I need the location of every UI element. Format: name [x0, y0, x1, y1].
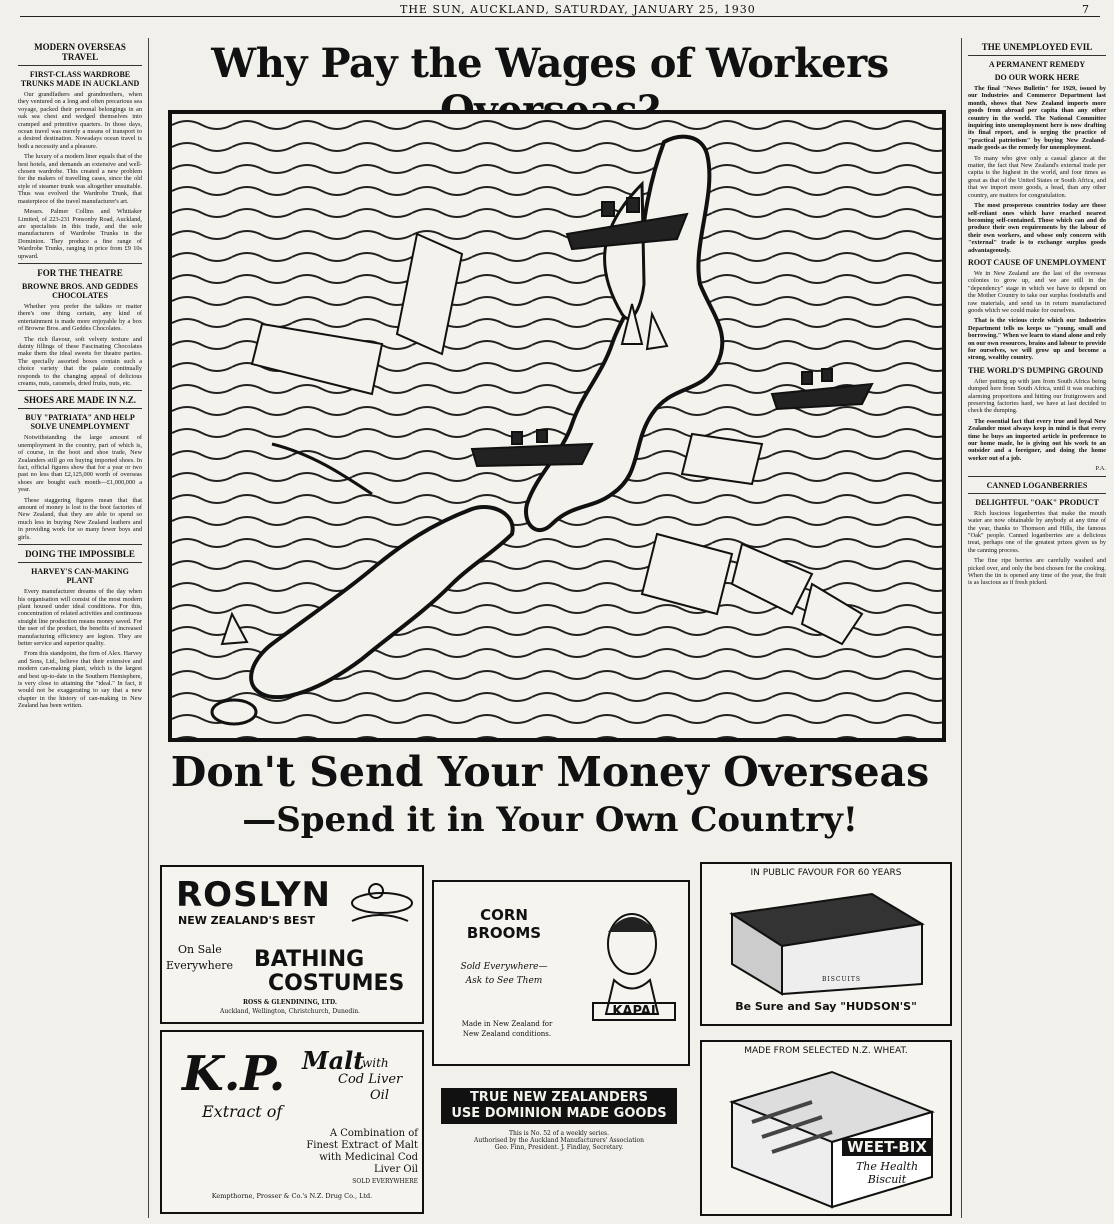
section-heading: ROOT CAUSE OF UNEMPLOYMENT [968, 257, 1106, 267]
paragraph: Every manufacturer dreams of the day when his organisation will consist of the most modern plant housed under ideal conditions. For this, concentration of related activities and continuous straight line production means money saved. For the user of the product, the benefits of increased manufacturing efficiency are legion. They are better service and superior quality. [18, 588, 142, 647]
roslyn-tagline: NEW ZEALAND'S BEST [178, 914, 315, 927]
masthead [20, 2, 1100, 17]
paragraph: That is the vicious circle which our Industries Department tells us keeps us "young, small and borrowing." When we learn to stand alone and rely on our own resources, brains and labour to provide for ourselves, we will grow up and become a strong, wealthy country. [968, 317, 1106, 362]
section-heading: THE WORLD'S DUMPING GROUND [968, 365, 1104, 375]
paragraph: Messrs. Palmer Collins and Whittaker Limited, of 223-231 Ponsonby Road, Auckland, are specialists in this trade, and the sole manufacturers of Wardrobe Trunks in the Dominion. They produce a fine range of Wardrobe Trunks, ranging in price from £9 10s upward. [18, 208, 142, 260]
kp-brand: K.P. [182, 1046, 286, 1102]
map-illustration [168, 110, 946, 742]
hudsons-bottom: Be Sure and Say "HUDSON'S" [735, 1000, 917, 1013]
weetbix-top: MADE FROM SELECTED N.Z. WHEAT. [744, 1046, 908, 1056]
kapai-ask: Ask to See Them [465, 976, 543, 986]
kapai-brand: KAPAI [592, 1002, 676, 1021]
footer-names: Geo. Finn, President. J. Findlay, Secretary. [494, 1144, 624, 1151]
article-title: SHOES ARE MADE IN N.Z. [23, 395, 137, 406]
article-subtitle: HARVEY'S CAN-MAKING PLANT [31, 567, 129, 586]
article-subtitle: DO OUR WORK HERE [994, 73, 1080, 82]
article-subtitle: DELIGHTFUL "OAK" PRODUCT [975, 497, 1099, 507]
article-title: DOING THE IMPOSSIBLE [25, 549, 135, 560]
paragraph: To many who give only a casual glance at the matter, the fact that New Zealand's external trade per capita is the highest in the world, and four times as great as that of the United States or South Africa, and that we import more goods, a head, than any other country, are matters for congratulation. [968, 154, 1106, 199]
costumes-text: COSTUMES [268, 971, 405, 996]
roslyn-maker: ROSS & GLENDINING, LTD. [243, 999, 337, 1006]
kapai-title-1: CORN [480, 906, 528, 924]
paragraph: From this standpoint, the firm of Alex. Harvey and Sons, Ltd., believe that their extensive and modern can-making plant, which is the largest and best up-to-date in the Southern Hemisphere, is very close to attaining the "ideal." In fact, it would not be exaggerating to say that a new chapter in the history of can-making in New Zealand has been written. [18, 650, 142, 710]
bathing-text: BATHING [254, 947, 365, 972]
kp-malt: Malt [302, 1046, 365, 1075]
signature: P.A. [1095, 465, 1106, 473]
biscuits-label: BISCUITS [822, 976, 862, 983]
bather-illustration [342, 873, 416, 933]
masthead-title: THE SUN, AUCKLAND, SATURDAY, JANUARY 25, 1930 [400, 3, 756, 16]
kapai-title-2: BROOMS [466, 924, 542, 942]
ad-weetbix [700, 1040, 952, 1216]
paragraph: The final "News Bulletin" for 1929, issued by our Industries and Commerce Department last month, shows that New Zealand imports more goods from abroad per capita than any other country in the world. The National Committee inquiring into unemployment here is now drafting its final report, and is urging the practice of "practical patriotism" by buying New Zealand-made goods as the remedy for unemployment. [968, 85, 1106, 152]
paragraph: After putting up with jam from South Africa being dumped here from South Africa, until it was reaching alarming proportions and hitting our fruitgrowers and preserving factories hard, we have at last decided to check the dumping. [968, 377, 1106, 415]
article-subtitle: BROWNE BROS. AND GEDDES CHOCOLATES [21, 281, 139, 300]
main-heading: Why Pay the Wages of Workers [211, 40, 889, 87]
roslyn-cities: Auckland, Wellington, Christchurch, Dunedin. [220, 1008, 360, 1015]
kp-line-2: Finest Extract of Malt [306, 1140, 418, 1151]
kp-description [282, 1128, 418, 1188]
paragraph: Rich luscious loganberries that make the mouth water are now obtainable by anybody at any time of the year, thanks to Thomson and Hills, the famous "Oak" people. Canned loganberries are a delicious treat, perhaps one of the greatest prizes given us by the canning process. [968, 509, 1106, 554]
article-title: THE UNEMPLOYED EVIL [981, 42, 1093, 52]
ad-roslyn [160, 865, 424, 1024]
article-title: CANNED LOGANBERRIES [986, 480, 1088, 490]
paragraph: The luxury of a modern liner equals that of the best hotels, and demands an extensive and well-chosen wardrobe. This created a new problem for the makers of travelling cases, since the old style of steamer trunk was altogether unsuitable. Thus was evolved the Wardrobe Trunk, that masterpiece of the travel manufacturer's art. [18, 153, 142, 205]
kp-cod: Cod Liver [338, 1072, 403, 1087]
kp-maker: Kempthorne, Prosser & Co.'s N.Z. Drug Co., Ltd. [211, 1192, 373, 1200]
kp-oil: Oil [370, 1088, 389, 1103]
article-title: MODERN OVERSEAS TRAVEL [34, 42, 126, 62]
paragraph: These staggering figures mean that that amount of money is lost to the boot factories of New Zealand, that they are able to spend so much less in buying New Zealand leathers and in providing work for so many fewer boys and girls. [18, 496, 142, 541]
slogan-line-2: —Spend it in Your Own Country! [242, 800, 858, 840]
right-column [961, 38, 1106, 1218]
paragraph: The rich flavour, soft velvety texture and dainty fillings of these Fascinating Chocolates make them the ideal sweets for theatre parties. The specially assorted boxes contain such a choice variety that the palate continually responds to the changing appeal of delicious creams, nuts, caramels, dried fruits, nuts, etc. [18, 335, 142, 387]
paragraph: Whether you prefer the talkies or matter there's one thing certain, any kind of entertainment is made more enjoyable by a box of Browne Bros. and Geddes Chocolates. [18, 302, 142, 333]
slogan-line-1: Don't Send Your Money Overseas [170, 748, 930, 796]
paragraph: The fine ripe berries are carefully washed and picked over, and only the best chosen for the cooking. When the tin is opened any time of the year, the fruit is as luscious as if fresh picked. [968, 557, 1106, 587]
article-subtitle: BUY "PATRIATA" AND HELP SOLVE UNEMPLOYMENT [25, 413, 135, 432]
cereal-box-illustration [712, 1062, 940, 1210]
weetbix-tagline: The Health Biscuit [855, 1160, 919, 1186]
kp-line-1: A Combination of [329, 1128, 418, 1139]
footer-authorised: Authorised by the Auckland Manufacturers' Association [474, 1137, 644, 1144]
hudsons-top: IN PUBLIC FAVOUR FOR 60 YEARS [750, 868, 902, 878]
paragraph: Notwithstanding the large amount of unemployment in the country, part of which is, of course, in the boot and shoe trade, New Zealanders still go on buying imported shoes. In fact, official figures show that for a year or two past no less than £2,125,000 worth of overseas shoes are bought each month—£1,000,000 a year. [18, 434, 142, 494]
paragraph: The essential fact that every true and loyal New Zealander must always keep in mind is that every time he buys an imported article in preference to our home made, he is giving out his work to an outsider and a foreigner, and doing the home worker out of a job. [968, 417, 1106, 462]
kp-with: with [362, 1056, 389, 1070]
footer-series: This is No. 52 of a weekly series. [508, 1130, 610, 1137]
article-subtitle: FIRST-CLASS WARDROBE TRUNKS MADE IN AUCKLAND [20, 70, 140, 88]
paragraph: The most prosperous countries today are those self-reliant ones which have reached nearest becoming self-contained. Those which can and do produce their own requirements by the labour of their own workers, and whose only concern with "external" trade is to exchange surplus goods advantageously. [968, 202, 1106, 254]
weetbix-brand: WEET-BIX [842, 1138, 932, 1156]
ad-kp-malt [160, 1030, 424, 1214]
article-subtitle: A PERMANENT REMEDY [988, 60, 1086, 69]
paragraph: Our grandfathers and grandmothers, when they ventured on a long and often precarious sea voyage, packed their personal belongings in an oak sea chest and wedged themselves into cramped and primitive quarters. In those days, ocean travel was merely a means of transport to a desired destination. Nowadays ocean travel is both a necessity and a pleasure. [18, 91, 142, 150]
kp-line-4: Liver Oil [374, 1164, 418, 1175]
kp-line-5: SOLD EVERYWHERE [352, 1178, 418, 1185]
nz-map-drawing [172, 114, 942, 738]
kapai-conditions: New Zealand conditions. [462, 1030, 552, 1038]
on-sale-text: On Sale [178, 943, 222, 956]
roslyn-brand: ROSLYN [176, 875, 332, 915]
article-title: FOR THE THEATRE [37, 267, 123, 278]
footer-line-1: TRUE NEW ZEALANDERS [469, 1090, 649, 1105]
kapai-made: Made in New Zealand for [461, 1020, 553, 1028]
footer-banner [441, 1088, 677, 1124]
kapai-sold: Sold Everywhere— [460, 962, 548, 972]
footer-line-2: USE DOMINION MADE GOODS [451, 1106, 667, 1121]
left-column [18, 38, 149, 1218]
kp-extract: Extract of [202, 1102, 283, 1121]
everywhere-text: Everywhere [166, 959, 234, 972]
ad-hudsons [700, 862, 952, 1026]
footer-campaign [432, 1068, 686, 1218]
page-number: 7 [1082, 3, 1090, 16]
ad-kapai [432, 880, 690, 1066]
paragraph: We in New Zealand are the last of the overseas colonies to grow up, and we are still in the "dependency" stage in which we have to depend on the Mother Country to take our surplus foodstuffs and raw materials, and send us in return manufactured goods which we could make for ourselves. [968, 269, 1106, 314]
kp-line-3: with Medicinal Cod [319, 1152, 418, 1163]
